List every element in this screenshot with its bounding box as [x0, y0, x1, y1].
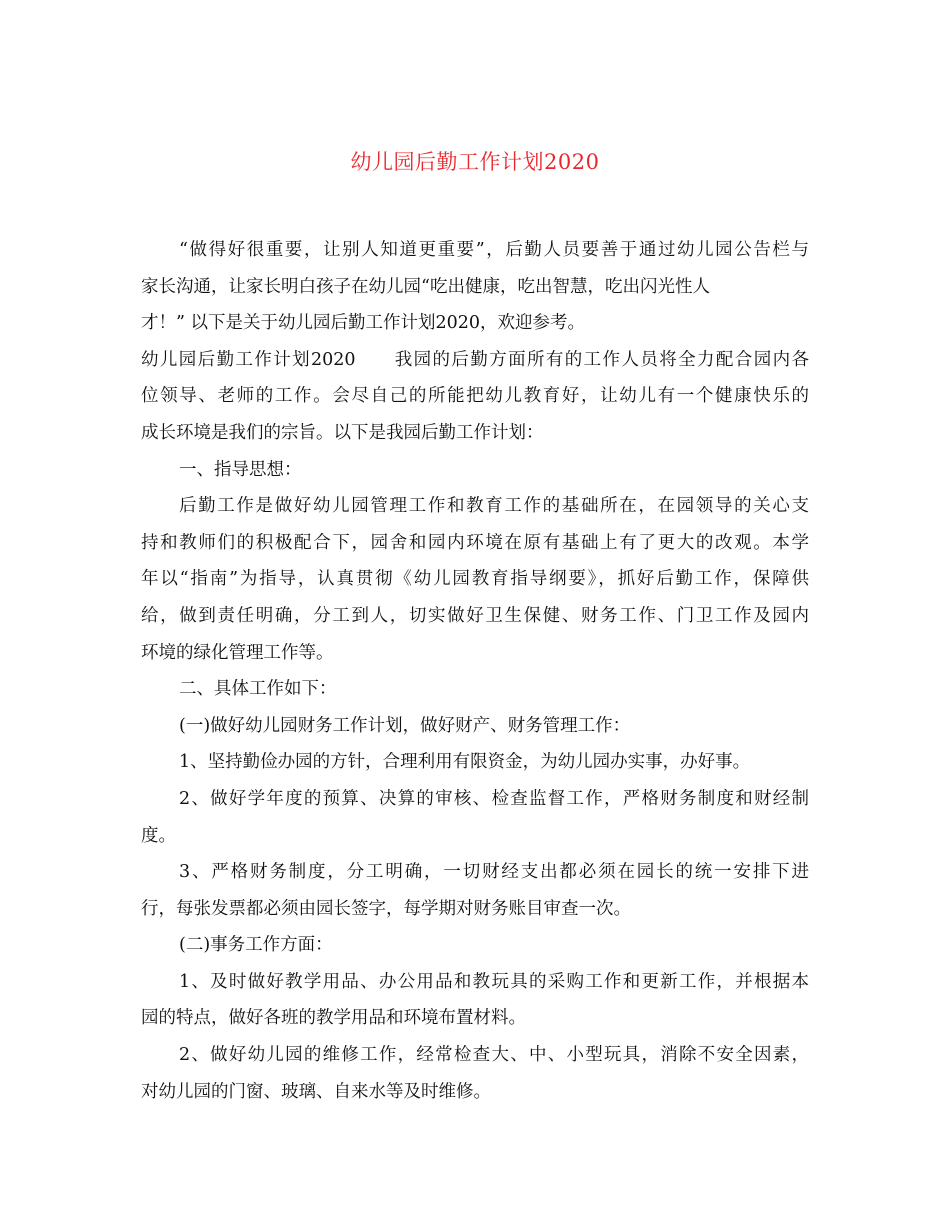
body-line: 持和教师们的积极配合下，园舍和园内环境在原有基础上有了更大的改观。本学: [141, 532, 809, 553]
body-line: 园的特点，做好各班的教学用品和环境布置材料。: [141, 1008, 526, 1029]
document-body: [141, 232, 809, 1110]
body-line: 才！” 以下是关于幼儿园后勤工作计划2020，欢迎参考。: [141, 313, 586, 334]
body-line: 给，做到责任明确，分工到人，切实做好卫生保健、财务工作、门卫工作及园内: [141, 605, 809, 626]
body-line: 后勤工作是做好幼儿园管理工作和教育工作的基础所在，在园领导的关心支: [179, 496, 809, 517]
body-line: (一)做好幼儿园财务工作计划，做好财产、财务管理工作：: [179, 715, 631, 736]
body-line: 度。: [141, 825, 176, 846]
document-title: 幼儿园后勤工作计划2020: [350, 150, 600, 174]
body-line: 行，每张发票都必须由园长签字，每学期对财务账目审查一次。: [141, 898, 631, 919]
body-line: 1、坚持勤俭办园的方针，合理利用有限资金，为幼儿园办实事，办好事。: [179, 752, 751, 773]
body-line: 位领导、老师的工作。会尽自己的所能把幼儿教育好，让幼儿有一个健康快乐的: [141, 386, 809, 407]
body-line: 3、严格财务制度，分工明确，一切财经支出都必须在园长的统一安排下进: [179, 862, 809, 883]
body-line: 年以“指南”为指导，认真贯彻《幼儿园教育指导纲要》，抓好后勤工作，保障供: [141, 569, 809, 590]
body-line: 幼儿园后勤工作计划2020 我园的后勤方面所有的工作人员将全力配合园内各: [141, 349, 809, 370]
body-line: “做得好很重要，让别人知道更重要”，后勤人员要善于通过幼儿园公告栏与: [179, 240, 809, 260]
body-line: 2、做好幼儿园的维修工作，经常检查大、中、小型玩具，消除不安全因素，: [179, 1045, 809, 1066]
body-line: 家长沟通，让家长明白孩子在幼儿园“吃出健康，吃出智慧，吃出闪光性人: [141, 276, 710, 297]
body-line: 1、及时做好教学用品、办公用品和教玩具的采购工作和更新工作，并根据本: [179, 971, 809, 992]
body-line: 环境的绿化管理工作等。: [141, 642, 334, 663]
body-line: 对幼儿园的门窗、玻璃、自来水等及时维修。: [141, 1081, 491, 1102]
body-line: 二、具体工作如下：: [179, 679, 337, 700]
body-line: 成长环境是我们的宗旨。以下是我园后勤工作计划：: [141, 422, 544, 443]
body-line: (二)事务工作方面：: [179, 935, 333, 956]
body-line: 2、做好学年度的预算、决算的审核、检查监督工作，严格财务制度和财经制: [179, 788, 809, 809]
body-line: 一、指导思想：: [179, 459, 302, 480]
